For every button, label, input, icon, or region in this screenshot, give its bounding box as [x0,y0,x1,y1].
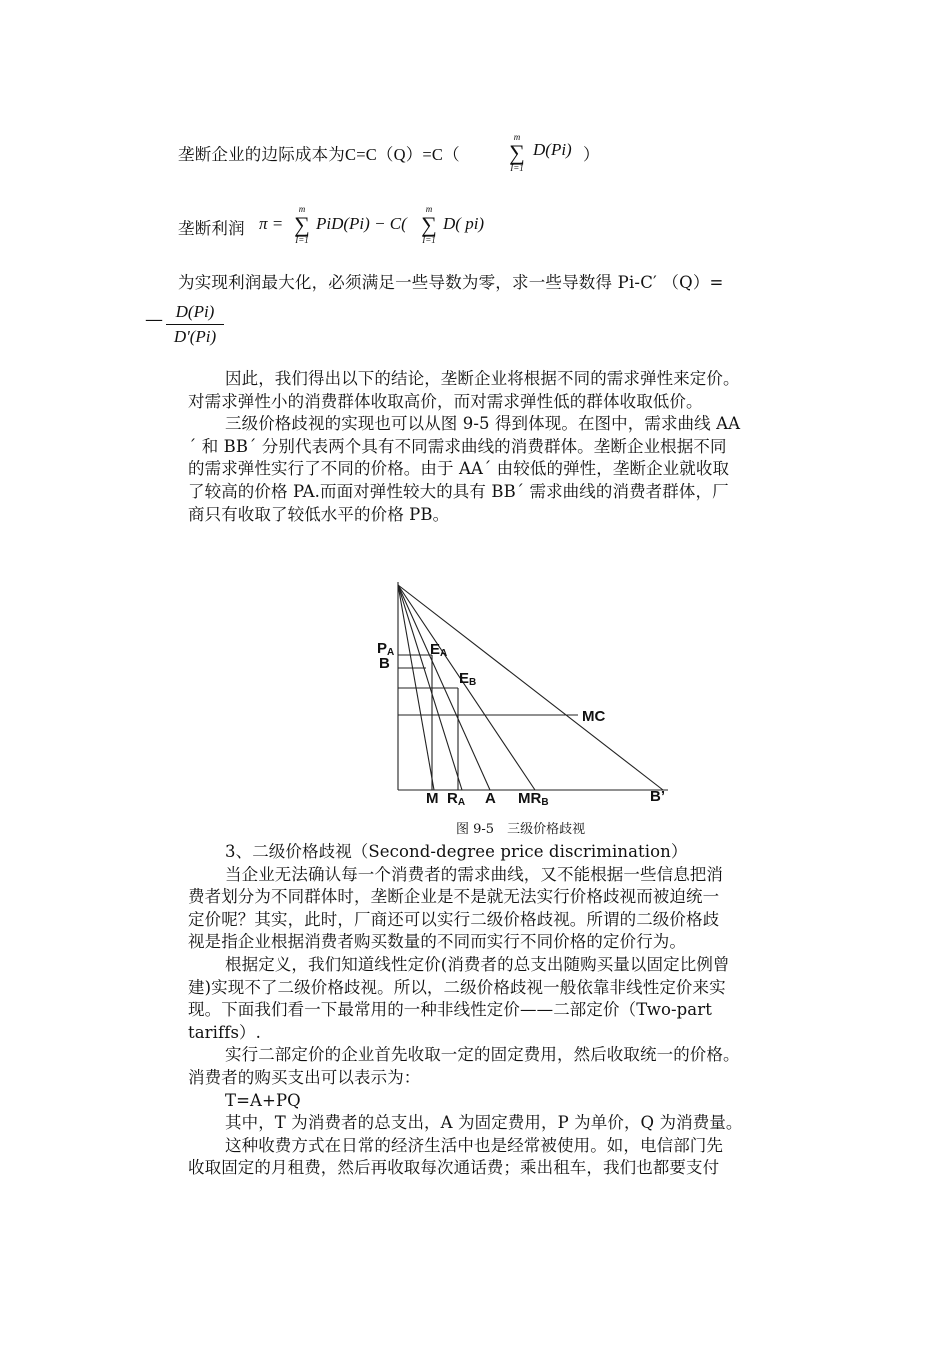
label-mc: MC [582,708,606,725]
profit-term2: D( pi) [443,214,485,233]
profit-sum2-upper: m [425,204,433,214]
label-mrb: MRB [518,790,549,808]
paragraph-line: ´ 和 BB´ 分别代表两个具有不同需求曲线的消费群体。垄断企业根据不同 [188,436,727,456]
profit-term1: PiD(Pi) − C( [316,214,407,233]
section-heading: 3、二级价格歧视（Second-degree price discrimination） [225,842,688,861]
label-pa: PA [377,640,395,658]
cost-sum-upper: m [513,132,521,142]
paragraph-line: 三级价格歧视的实现也可以从图 9-5 得到体现。在图中，需求曲线 AA [225,414,741,434]
formula-line: T=A+PQ [225,1090,301,1110]
cost-prefix: 垄断企业的边际成本为 [178,145,345,164]
paragraph-line: 收取固定的月租费，然后再收取每次通话费；乘出租车，我们也都要支付 [188,1158,720,1178]
label-b: B [379,655,390,672]
cost-close: ） [583,145,600,164]
derivative-fraction [166,302,224,347]
label-m: M [426,790,439,807]
paragraph-line: 商只有收取了较低水平的价格 PB。 [188,504,450,524]
paragraph-line: 了较高的价格 PA.而面对弹性较大的具有 BB´ 需求曲线的消费者群体，厂 [188,481,729,501]
paragraph-block-top [188,368,812,526]
price-discrimination-figure [360,570,690,815]
paragraph-line: 因此，我们得出以下的结论，垄断企业将根据不同的需求弹性来定价。 [225,369,740,388]
paragraph-line: 实行二部定价的企业首先收取一定的固定费用，然后收取统一的价格。 [225,1045,740,1065]
cost-sum-lower: I=1 [510,163,524,173]
paragraph-line: 消费者的购买支出可以表示为： [188,1067,421,1087]
paragraph-line: 这种收费方式在日常的经济生活中也是经常被使用。如，电信部门先 [225,1135,723,1155]
figure-caption: 图 9-5 三级价格歧视 [456,822,586,837]
paragraph-line: 根据定义，我们知道线性定价(消费者的总支出随购买量以固定比例曾 [225,954,730,974]
paragraph-line: 建)实现不了二级价格歧视。所以，二级价格歧视一般依靠非线性定价来实 [188,977,726,997]
paragraph-line: 定价呢？其实，此时，厂商还可以实行二级价格歧视。所谓的二级价格歧 [188,909,720,929]
label-ra: RA [447,790,466,808]
profit-prefix: 垄断利润 [178,219,245,238]
paragraph-line: tariffs）. [188,1022,261,1042]
minus-sign: — [145,309,164,330]
fraction-numerator: D(Pi) [175,302,215,321]
paragraph-line: 视是指企业根据消费者购买数量的不同而实行不同价格的定价行为。 [188,932,686,952]
profit-lhs: π = [259,214,284,233]
paragraph-line: 现。下面我们看一下最常用的一种非线性定价——二部定价（Two-part [188,1000,712,1020]
profit-sum1-upper: m [298,204,306,214]
profit-sum1-lower: I=1 [295,235,309,245]
label-b-prime: B’ [650,788,665,805]
fraction-denominator: D'(Pi) [173,327,217,346]
paragraph-line: 其中，T 为消费者的总支出，A 为固定费用，P 为单价，Q 为消费量。 [225,1113,743,1133]
paragraph-line: 的需求弹性实行了不同的价格。由于 AA´ 由较低的弹性，垄断企业就收取 [188,459,730,479]
cost-main: C=C（Q）=C（ [345,145,460,164]
paragraph-line: 费者划分为不同群体时，垄断企业是不是就无法实行价格歧视而被迫统一 [188,887,720,907]
paragraph-line: 当企业无法确认每一个消费者的需求曲线，又不能根据一些信息把消 [225,864,723,884]
profit-sum2-lower: I=1 [422,235,436,245]
label-ea: EA [430,641,448,659]
profit-sum2-symbol: m ∑ I=1 [418,205,440,245]
label-eb: EB [459,670,477,688]
paragraph-block-bottom [188,841,812,1180]
label-a: A [485,790,496,807]
marginal-cost-formula [178,141,460,165]
cost-sum-symbol: m ∑ I=1 [506,133,528,173]
profit-sum1-symbol: m ∑ I=1 [291,205,313,245]
paragraph-line: 对需求弹性小的消费群体收取高价，而对需求弹性低的群体收取低价。 [188,391,703,411]
derivative-text: 为实现利润最大化，必须满足一些导数为零，求一些导数得 Pi-C′ （Q）= [178,273,724,292]
cost-term: D(Pi) [533,140,572,159]
